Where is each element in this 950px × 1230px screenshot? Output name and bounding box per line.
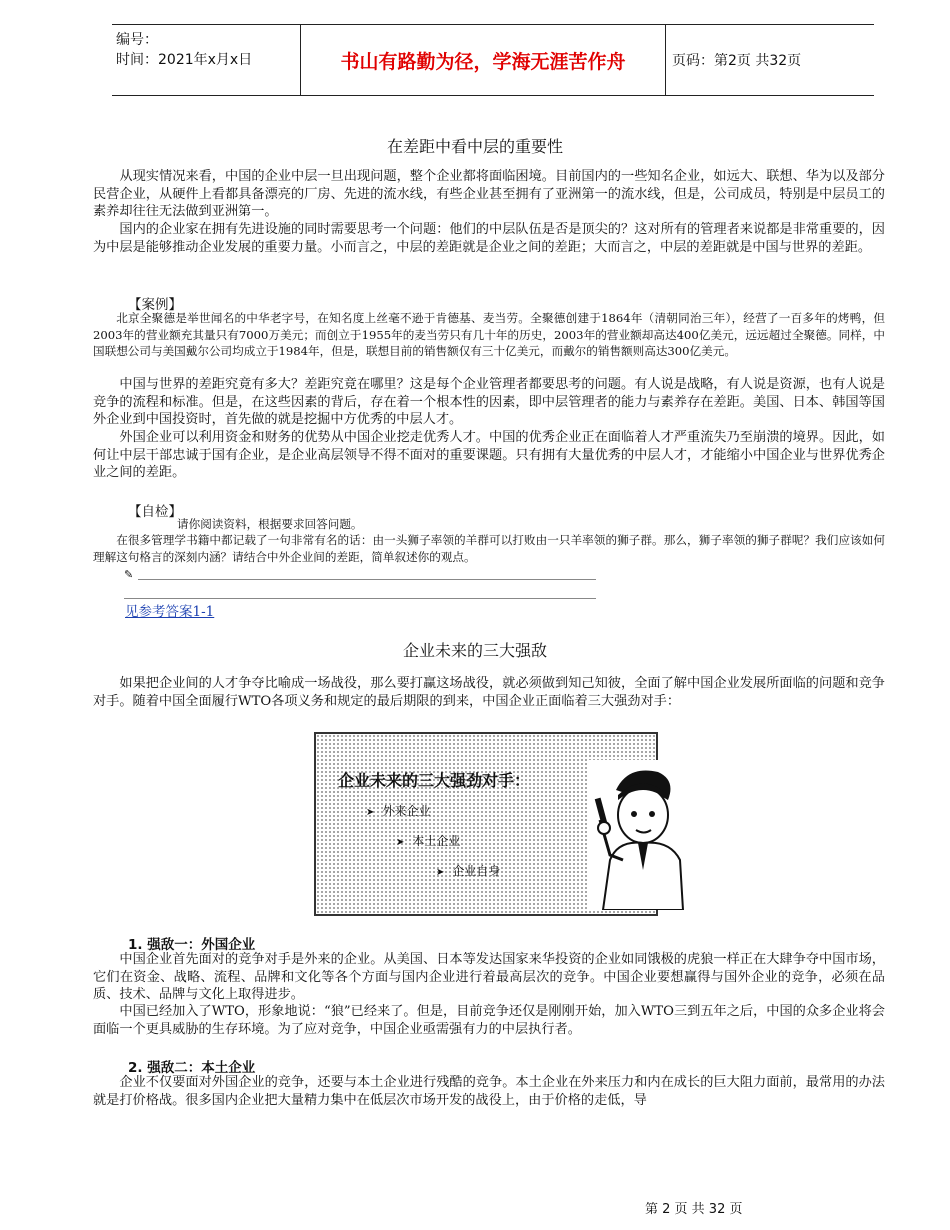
paragraph: 中国已经加入了WTO，形象地说：“狼”已经来了。但是，目前竞争还仅是刚刚开始，加入WTO三到五年之后，中国的众多企业将会面临一个更具威胁的生存环境。为了应对竞争，中国企业亟需强有力的中层执行者。 — [93, 1004, 885, 1037]
page-header — [112, 24, 874, 96]
paragraph: 国内的企业家在拥有先进设施的同时需要思考一个问题：他们的中层队伍是否是顶尖的？这对所有的管理者来说都是非常重要的，因为中层是能够推动企业发展的重要力量。小而言之，中层的差距就是企业之间的差距；大而言之，中层的差距就是中国与世界的差距。 — [93, 222, 885, 255]
figure-item — [366, 802, 430, 819]
page-footer: 第 2 页 共 32 页 — [645, 1202, 743, 1217]
paragraph: 外国企业可以利用资金和财务的优势从中国企业挖走优秀人才。中国的优秀企业正在面临着人才严重流失乃至崩溃的境界。因此，如何让中层干部忠诚于国有企业，是企业高层领导不得不面对的重要课题。只有拥有大量优秀的中层人才，才能缩小中国企业与世界优秀企业之间的差距。 — [93, 430, 885, 480]
header-motto: 书山有路勤为径，学海无涯苦作舟 — [301, 25, 666, 95]
answer-line[interactable] — [124, 598, 596, 599]
figure-item-label: 本土企业 — [412, 834, 461, 848]
paragraph: 中国企业首先面对的竞争对手是外来的企业。从美国、日本等发达国家来华投资的企业如同饿极的虎狼一样正在大肆争夺中国市场，它们在资金、战略、流程、品牌和文化等各个方面与国内企业进行着最高层次的竞争。中国企业要想赢得与国外企业的竞争，必须在品质、技术、品牌与文化上取得进步。 — [93, 952, 885, 1002]
case-text: 北京全聚德是举世闻名的中华老字号，在知名度上丝毫不逊于肯德基、麦当劳。全聚德创建于1864年（清朝同治三年），经营了一百多年的烤鸭，但2003年的营业额充其量只有7000万美元；而创立于1955年的麦当劳只有几十年的历史，2003年的营业额却高达400亿美元，远远超过全聚德。同样，中国联想公司与美国戴尔公司均成立于1984年，但是，联想目前的销售额仅有三十亿美元，而戴尔的销售额则高达300亿美元。 — [93, 311, 885, 358]
pencil-icon: ✎ — [124, 568, 134, 581]
answer-reference-link[interactable]: 见参考答案1-1 — [125, 604, 215, 620]
paragraph: 从现实情况来看，中国的企业中层一旦出现问题，整个企业都将面临困境。目前国内的一些知名企业，如远大、联想、华为以及部分民营企业，从硬件上看都具备漂亮的厂房、先进的流水线，有些企业甚至拥有了亚洲第一的流水线，但是，公司成员，特别是中层员工的素养却往往无法做到亚洲第一。 — [93, 169, 885, 219]
figure-item — [436, 862, 500, 879]
figure-item-label: 外来企业 — [382, 804, 431, 818]
header-meta — [112, 25, 301, 95]
number-label: 编号： — [116, 32, 158, 48]
header-page-info: 页码：第2页 共32页 — [672, 53, 802, 69]
case-label: 【案例】 — [128, 297, 182, 313]
section-title: 企业未来的三大强敌 — [402, 641, 547, 660]
paragraph: 如果把企业间的人才争夺比喻成一场战役，那么要打赢这场战役，就必须做到知己知彼，全面了解中国企业发展所面临的问题和竞争对手。随着中国全面履行WTO各项义务和规定的最后期限的到来，中国企业正面临着三大强劲对手： — [93, 676, 885, 709]
arrow-icon: ➤ — [396, 837, 405, 848]
arrow-icon: ➤ — [436, 867, 445, 878]
businessman-illustration — [588, 760, 688, 910]
figure-item-label: 企业自身 — [452, 864, 501, 878]
subheading: 2. 强敌二：本土企业 — [128, 1060, 256, 1076]
figure-item — [396, 832, 460, 849]
figure-title: 企业未来的三大强劲对手： — [338, 771, 531, 790]
answer-line[interactable] — [138, 579, 596, 580]
subheading: 1. 强敌一：外国企业 — [128, 937, 256, 953]
self-check-intro: 请你阅读资料，根据要求回答问题。 — [177, 517, 363, 531]
paragraph: 企业不仅要面对外国企业的竞争，还要与本土企业进行残酷的竞争。本土企业在外来压力和内在成长的巨大阻力面前，最常用的办法就是打价格战。很多国内企业把大量精力集中在低层次市场开发的战役上，由于价格的走低，导 — [93, 1075, 885, 1108]
paragraph: 中国与世界的差距究竟有多大？差距究竟在哪里？这是每个企业管理者都要思考的问题。有人说是战略，有人说是资源，也有人说是竞争的流程和标准。但是，在这些因素的背后，存在着一个根本性的因素，即中层管理者的能力与素养存在差距。美国、日本、韩国等国外企业到中国投资时，首先做的就是挖掘中方优秀的中层人才。 — [93, 377, 885, 427]
time-label: 时间：2021年x月x日 — [116, 52, 253, 68]
section-title: 在差距中看中层的重要性 — [386, 137, 563, 156]
self-check-label: 【自检】 — [128, 504, 182, 520]
self-check-question: 在很多管理学书籍中都记载了一句非常有名的话：由一头狮子率领的羊群可以打败由一只羊率领的狮子群。那么，狮子率领的狮子群呢？我们应该如何理解这句格言的深刻内涵？请结合中外企业间的差距，简单叙述你的观点。 — [93, 533, 885, 564]
arrow-icon: ➤ — [366, 807, 375, 818]
